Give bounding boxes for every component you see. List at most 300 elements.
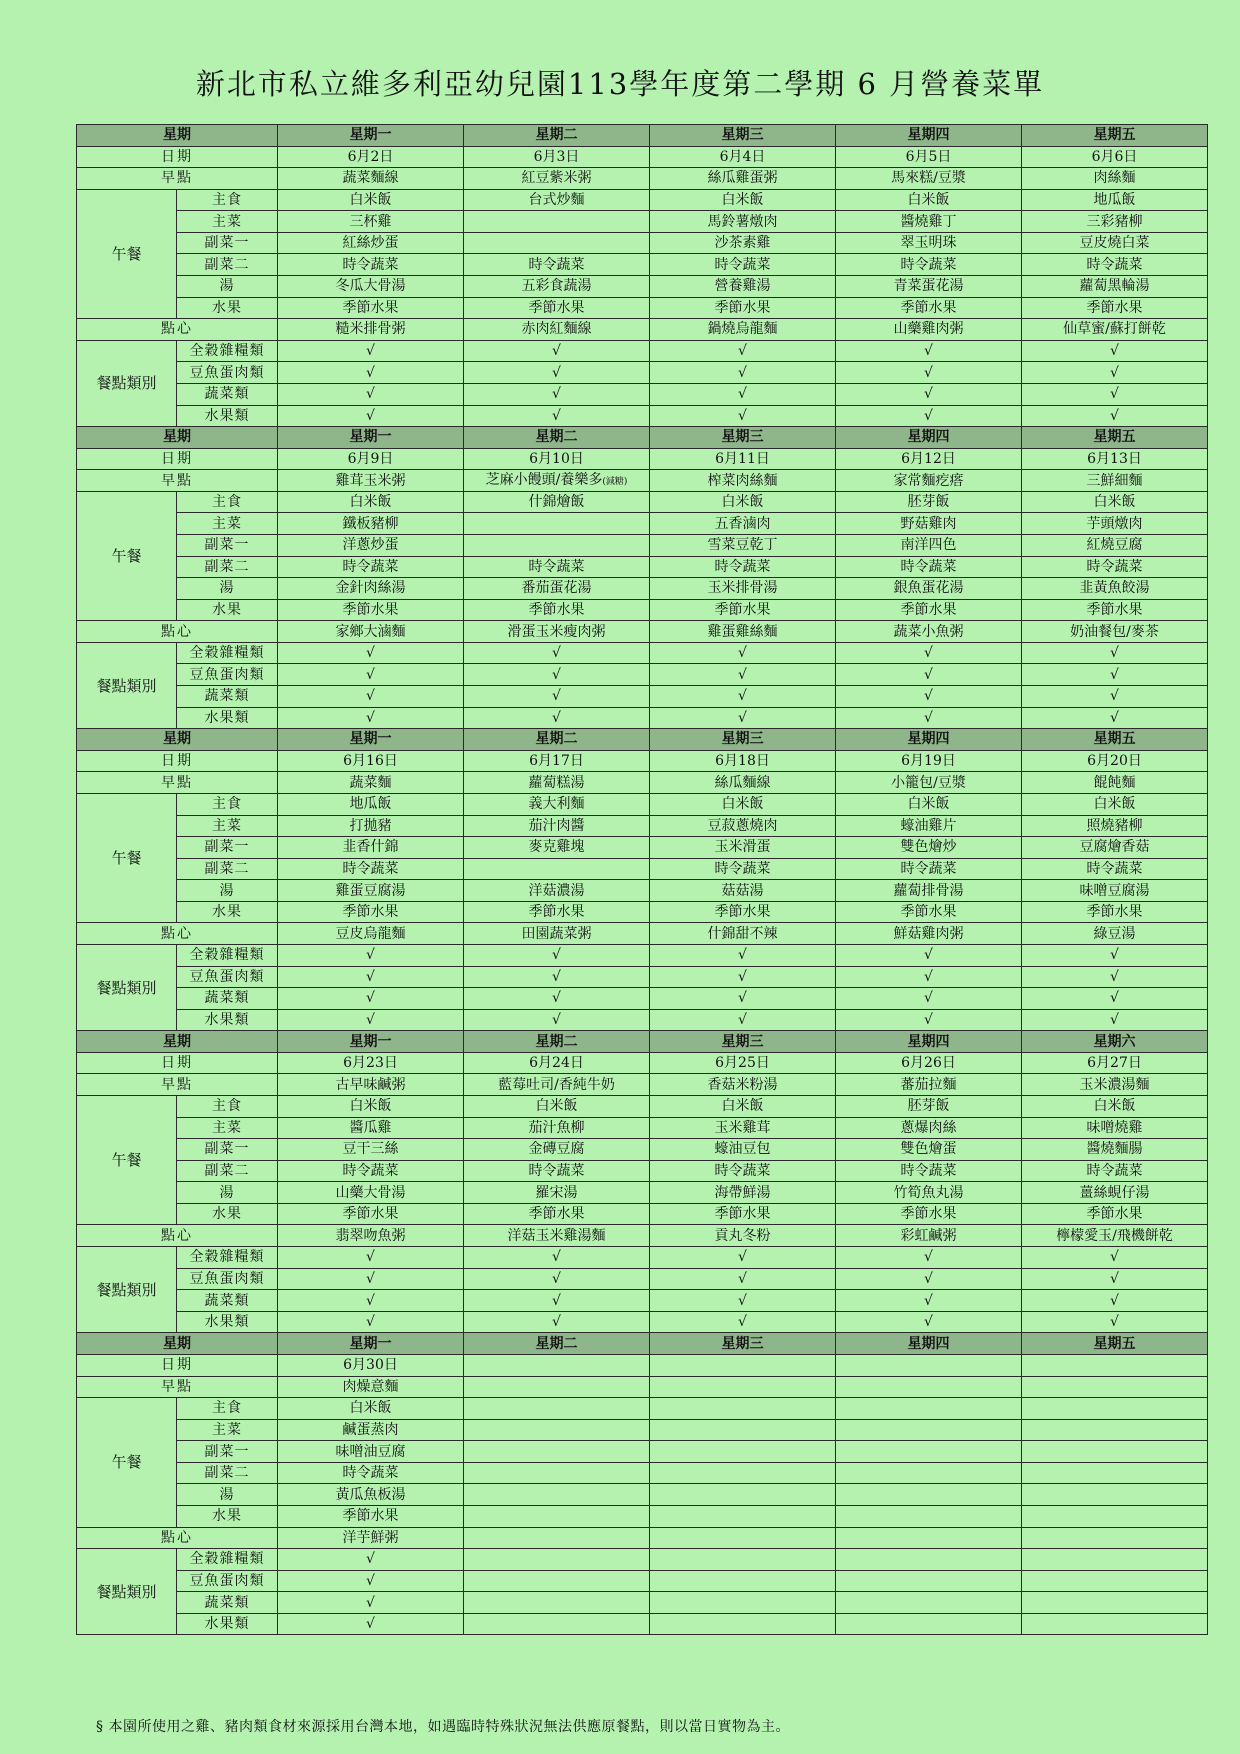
lunch-cell: 味噌燒雞 (1022, 1117, 1208, 1139)
category-row (77, 664, 1208, 686)
lunch-cell (650, 1398, 836, 1420)
lunch-cell: 南洋四色 (836, 534, 1022, 556)
lunch-cell: 時令蔬菜 (278, 858, 464, 880)
lunch-cell: 三彩豬柳 (1022, 211, 1208, 233)
breakfast-label: 早點 (77, 1074, 278, 1096)
category-check-cell (650, 1592, 836, 1614)
weekday-cell: 星期二 (464, 729, 650, 751)
lunch-cell: 季節水果 (650, 297, 836, 319)
lunch-cell: 雙色燴蛋 (836, 1139, 1022, 1161)
category-check-cell (836, 642, 1022, 664)
category-check-cell (1022, 966, 1208, 988)
check-mark-icon: √ (1110, 1270, 1119, 1287)
weekday-label: 星期 (77, 1031, 278, 1053)
weekday-cell: 星期一 (278, 125, 464, 147)
date-cell: 6月4日 (650, 146, 836, 168)
check-mark-icon: √ (366, 645, 375, 662)
breakfast-cell (464, 168, 650, 190)
date-cell: 6月25日 (650, 1052, 836, 1074)
category-check-cell (836, 1247, 1022, 1269)
check-mark-icon: √ (552, 1249, 561, 1266)
lunch-cell: 時令蔬菜 (650, 254, 836, 276)
lunch-cell: 醬燒麵腸 (1022, 1139, 1208, 1161)
lunch-cell (1022, 1441, 1208, 1463)
category-check-cell (278, 988, 464, 1010)
category-check-cell (836, 988, 1022, 1010)
category-check-cell (836, 362, 1022, 384)
lunch-cell (650, 1484, 836, 1506)
date-row (77, 448, 1208, 470)
lunch-item-label: 主菜 (177, 815, 278, 837)
category-check-cell (1022, 707, 1208, 729)
category-row (77, 944, 1208, 966)
lunch-cell: 白米飯 (650, 1096, 836, 1118)
lunch-item-label: 湯 (177, 276, 278, 298)
lunch-cell: 時令蔬菜 (464, 556, 650, 578)
lunch-cell: 五彩食蔬湯 (464, 276, 650, 298)
lunch-cell: 銀魚蛋花湯 (836, 578, 1022, 600)
lunch-cell: 醬瓜雞 (278, 1117, 464, 1139)
check-mark-icon: √ (924, 1249, 933, 1266)
lunch-cell: 味噌油豆腐 (278, 1441, 464, 1463)
lunch-cell: 青菜蛋花湯 (836, 276, 1022, 298)
breakfast-item: 餛飩麵 (1093, 774, 1136, 791)
lunch-cell: 黃瓜魚板湯 (278, 1484, 464, 1506)
lunch-cell: 翠玉明珠 (836, 232, 1022, 254)
lunch-cell: 時令蔬菜 (650, 1160, 836, 1182)
category-check-cell (1022, 664, 1208, 686)
snack-cell (1022, 1527, 1208, 1549)
check-mark-icon: √ (366, 709, 375, 726)
breakfast-cell (836, 772, 1022, 794)
lunch-cell: 胚芽飯 (836, 1096, 1022, 1118)
lunch-cell: 季節水果 (278, 599, 464, 621)
category-label: 餐點類別 (77, 340, 177, 426)
category-row (77, 686, 1208, 708)
breakfast-item: 三鮮細麵 (1086, 472, 1143, 489)
lunch-cell: 地瓜飯 (278, 793, 464, 815)
lunch-item-label: 水果 (177, 1203, 278, 1225)
check-mark-icon: √ (1110, 386, 1119, 403)
category-row (77, 362, 1208, 384)
category-check-cell (464, 707, 650, 729)
date-label: 日期 (77, 750, 278, 772)
category-check-cell (1022, 1549, 1208, 1571)
lunch-item-label: 主食 (177, 793, 278, 815)
breakfast-row (77, 168, 1208, 190)
category-check-cell (278, 383, 464, 405)
date-cell: 6月20日 (1022, 750, 1208, 772)
lunch-item-label: 副菜二 (177, 1462, 278, 1484)
lunch-item-label: 副菜一 (177, 232, 278, 254)
check-mark-icon: √ (924, 1270, 933, 1287)
category-check-cell (278, 1570, 464, 1592)
weekday-cell: 星期二 (464, 427, 650, 449)
category-check-cell (464, 686, 650, 708)
snack-cell: 田園蔬菜粥 (464, 923, 650, 945)
check-mark-icon: √ (1110, 968, 1119, 985)
lunch-item-label: 水果 (177, 599, 278, 621)
category-check-cell (1022, 944, 1208, 966)
check-mark-icon: √ (366, 1594, 375, 1611)
date-cell: 6月16日 (278, 750, 464, 772)
date-cell: 6月26日 (836, 1052, 1022, 1074)
snack-cell (464, 1527, 650, 1549)
check-mark-icon: √ (1110, 709, 1119, 726)
check-mark-icon: √ (1110, 343, 1119, 360)
lunch-cell: 野菇雞肉 (836, 513, 1022, 535)
category-item-label: 全穀雜糧類 (177, 340, 278, 362)
lunch-row (77, 211, 1208, 233)
lunch-cell: 羅宋湯 (464, 1182, 650, 1204)
check-mark-icon: √ (366, 990, 375, 1007)
check-mark-icon: √ (924, 407, 933, 424)
category-check-cell (1022, 1311, 1208, 1333)
breakfast-item: 絲瓜麵線 (714, 774, 771, 791)
lunch-cell: 白米飯 (278, 1096, 464, 1118)
check-mark-icon: √ (552, 386, 561, 403)
snack-cell: 檸檬愛玉/飛機餅乾 (1022, 1225, 1208, 1247)
breakfast-cell (278, 1074, 464, 1096)
category-check-cell (464, 340, 650, 362)
weekday-label: 星期 (77, 125, 278, 147)
check-mark-icon: √ (738, 688, 747, 705)
category-item-label: 豆魚蛋肉類 (177, 966, 278, 988)
snack-label: 點心 (77, 621, 278, 643)
check-mark-icon: √ (924, 947, 933, 964)
lunch-row (77, 901, 1208, 923)
lunch-cell: 打拋豬 (278, 815, 464, 837)
breakfast-item: 雞茸玉米粥 (335, 472, 406, 489)
check-mark-icon: √ (366, 1314, 375, 1331)
category-check-cell (836, 664, 1022, 686)
breakfast-cell (836, 1074, 1022, 1096)
category-check-cell (278, 664, 464, 686)
check-mark-icon: √ (1110, 645, 1119, 662)
lunch-row (77, 232, 1208, 254)
lunch-cell: 時令蔬菜 (836, 1160, 1022, 1182)
breakfast-cell (464, 772, 650, 794)
check-mark-icon: √ (366, 666, 375, 683)
breakfast-item: 藍莓吐司/香純牛奶 (498, 1076, 615, 1093)
check-mark-icon: √ (366, 688, 375, 705)
lunch-row (77, 276, 1208, 298)
lunch-cell: 薑絲蜆仔湯 (1022, 1182, 1208, 1204)
check-mark-icon: √ (924, 645, 933, 662)
lunch-item-label: 副菜二 (177, 556, 278, 578)
category-check-cell (464, 966, 650, 988)
lunch-item-label: 副菜一 (177, 1441, 278, 1463)
lunch-cell: 季節水果 (464, 1203, 650, 1225)
category-row (77, 340, 1208, 362)
snack-row (77, 1527, 1208, 1549)
lunch-row (77, 1203, 1208, 1225)
category-check-cell (278, 1311, 464, 1333)
lunch-item-label: 主菜 (177, 1117, 278, 1139)
lunch-row (77, 513, 1208, 535)
lunch-cell (464, 858, 650, 880)
lunch-cell: 季節水果 (278, 901, 464, 923)
lunch-label: 午餐 (77, 1398, 177, 1527)
category-item-label: 蔬菜類 (177, 1290, 278, 1312)
category-check-cell (464, 1247, 650, 1269)
lunch-cell (1022, 1506, 1208, 1528)
category-check-cell (836, 1268, 1022, 1290)
category-check-cell (836, 707, 1022, 729)
page-title: 新北市私立維多利亞幼兒園113學年度第二學期 6 月營養菜單 (195, 67, 1045, 101)
check-mark-icon: √ (552, 688, 561, 705)
check-mark-icon: √ (366, 1011, 375, 1028)
weekday-cell: 星期四 (836, 1333, 1022, 1355)
snack-cell: 洋芋鮮粥 (278, 1527, 464, 1549)
lunch-cell: 季節水果 (278, 297, 464, 319)
date-cell: 6月3日 (464, 146, 650, 168)
lunch-cell (464, 1484, 650, 1506)
check-mark-icon: √ (1110, 1292, 1119, 1309)
category-item-label: 水果類 (177, 1009, 278, 1031)
lunch-cell: 白米飯 (650, 189, 836, 211)
lunch-row (77, 1441, 1208, 1463)
lunch-cell: 冬瓜大骨湯 (278, 276, 464, 298)
lunch-cell (650, 1462, 836, 1484)
check-mark-icon: √ (366, 1270, 375, 1287)
category-check-cell (650, 966, 836, 988)
date-cell: 6月9日 (278, 448, 464, 470)
breakfast-cell (650, 168, 836, 190)
lunch-cell: 白米飯 (278, 491, 464, 513)
weekday-cell: 星期一 (278, 1031, 464, 1053)
category-check-cell (464, 1549, 650, 1571)
lunch-label: 午餐 (77, 793, 177, 922)
category-check-cell (836, 686, 1022, 708)
lunch-cell (1022, 1419, 1208, 1441)
breakfast-item: 芝麻小饅頭/養樂多 (485, 471, 603, 488)
check-mark-icon: √ (738, 666, 747, 683)
lunch-cell: 台式炒麵 (464, 189, 650, 211)
check-mark-icon: √ (1110, 1249, 1119, 1266)
breakfast-cell (464, 1376, 650, 1398)
lunch-row (77, 1484, 1208, 1506)
breakfast-cell (1022, 1376, 1208, 1398)
category-check-cell (650, 642, 836, 664)
category-check-cell (836, 1570, 1022, 1592)
breakfast-item: 蕃茄拉麵 (900, 1076, 957, 1093)
lunch-item-label: 主菜 (177, 513, 278, 535)
category-check-cell (1022, 686, 1208, 708)
date-label: 日期 (77, 1354, 278, 1376)
date-cell: 6月6日 (1022, 146, 1208, 168)
lunch-cell: 韭香什錦 (278, 837, 464, 859)
lunch-cell (836, 1484, 1022, 1506)
check-mark-icon: √ (738, 386, 747, 403)
category-check-cell (278, 1613, 464, 1635)
lunch-cell: 照燒豬柳 (1022, 815, 1208, 837)
lunch-cell: 季節水果 (836, 901, 1022, 923)
check-mark-icon: √ (738, 1249, 747, 1266)
category-row (77, 1268, 1208, 1290)
weekday-cell: 星期三 (650, 1031, 836, 1053)
lunch-item-label: 副菜二 (177, 254, 278, 276)
lunch-cell: 三杯雞 (278, 211, 464, 233)
lunch-cell: 白米飯 (1022, 1096, 1208, 1118)
check-mark-icon: √ (366, 947, 375, 964)
date-cell: 6月30日 (278, 1354, 464, 1376)
breakfast-cell (278, 168, 464, 190)
weekday-cell: 星期四 (836, 729, 1022, 751)
lunch-cell: 茄汁肉醬 (464, 815, 650, 837)
lunch-row (77, 1398, 1208, 1420)
date-row (77, 1354, 1208, 1376)
check-mark-icon: √ (924, 688, 933, 705)
weekday-cell: 星期三 (650, 729, 836, 751)
category-row (77, 1613, 1208, 1635)
lunch-cell: 季節水果 (836, 599, 1022, 621)
category-row (77, 642, 1208, 664)
category-check-cell (836, 1549, 1022, 1571)
breakfast-item: 榨菜肉絲麵 (707, 472, 778, 489)
weekday-cell: 星期三 (650, 427, 836, 449)
check-mark-icon: √ (366, 386, 375, 403)
lunch-cell (1022, 1462, 1208, 1484)
weekday-cell: 星期一 (278, 729, 464, 751)
weekday-cell: 星期五 (1022, 1333, 1208, 1355)
weekday-label: 星期 (77, 729, 278, 751)
lunch-cell (650, 1506, 836, 1528)
category-check-cell (278, 686, 464, 708)
date-row (77, 146, 1208, 168)
footnote: § 本園所使用之雞、豬肉類食材來源採用台灣本地，如遇臨時特殊狀況無法供應原餐點，則以當日實物為主。 (96, 1719, 790, 1735)
date-cell: 6月24日 (464, 1052, 650, 1074)
category-item-label: 豆魚蛋肉類 (177, 664, 278, 686)
snack-label: 點心 (77, 923, 278, 945)
snack-cell (650, 1527, 836, 1549)
lunch-cell: 鐵板豬柳 (278, 513, 464, 535)
breakfast-cell (836, 470, 1022, 492)
lunch-cell: 蘿蔔排骨湯 (836, 880, 1022, 902)
lunch-cell: 雞蛋豆腐湯 (278, 880, 464, 902)
weekday-cell: 星期四 (836, 1031, 1022, 1053)
lunch-cell (836, 1506, 1022, 1528)
category-check-cell (836, 405, 1022, 427)
check-mark-icon: √ (738, 990, 747, 1007)
lunch-row (77, 599, 1208, 621)
snack-cell: 糙米排骨粥 (278, 319, 464, 341)
check-mark-icon: √ (738, 407, 747, 424)
lunch-cell: 季節水果 (1022, 599, 1208, 621)
lunch-cell: 時令蔬菜 (836, 254, 1022, 276)
check-mark-icon: √ (1110, 666, 1119, 683)
lunch-cell: 季節水果 (464, 599, 650, 621)
date-label: 日期 (77, 146, 278, 168)
category-label: 餐點類別 (77, 944, 177, 1030)
lunch-cell: 白米飯 (836, 189, 1022, 211)
category-item-label: 水果類 (177, 707, 278, 729)
lunch-cell: 季節水果 (278, 1506, 464, 1528)
check-mark-icon: √ (552, 407, 561, 424)
breakfast-cell (650, 470, 836, 492)
category-check-cell (836, 340, 1022, 362)
lunch-row (77, 793, 1208, 815)
lunch-cell: 蠔油雞片 (836, 815, 1022, 837)
snack-cell: 貢丸冬粉 (650, 1225, 836, 1247)
check-mark-icon: √ (738, 1314, 747, 1331)
lunch-item-label: 水果 (177, 1506, 278, 1528)
snack-cell: 家鄉大滷麵 (278, 621, 464, 643)
snack-cell: 仙草蜜/蘇打餅乾 (1022, 319, 1208, 341)
date-cell: 6月18日 (650, 750, 836, 772)
snack-cell: 蔬菜小魚粥 (836, 621, 1022, 643)
weekday-label: 星期 (77, 1333, 278, 1355)
date-cell (650, 1354, 836, 1376)
snack-row (77, 621, 1208, 643)
lunch-item-label: 水果 (177, 297, 278, 319)
lunch-cell: 海帶鮮湯 (650, 1182, 836, 1204)
lunch-cell: 五香滷肉 (650, 513, 836, 535)
category-check-cell (1022, 988, 1208, 1010)
lunch-label: 午餐 (77, 1096, 177, 1225)
lunch-cell: 季節水果 (650, 599, 836, 621)
category-check-cell (464, 1592, 650, 1614)
lunch-cell: 豆干三絲 (278, 1139, 464, 1161)
lunch-cell: 白米飯 (650, 793, 836, 815)
category-check-cell (464, 1613, 650, 1635)
lunch-cell: 沙茶素雞 (650, 232, 836, 254)
snack-cell (836, 1527, 1022, 1549)
lunch-cell: 時令蔬菜 (650, 556, 836, 578)
lunch-cell (464, 1398, 650, 1420)
category-check-cell (836, 1290, 1022, 1312)
snack-cell: 洋菇玉米雞湯麵 (464, 1225, 650, 1247)
lunch-row (77, 1160, 1208, 1182)
check-mark-icon: √ (924, 386, 933, 403)
weekday-cell: 星期五 (1022, 729, 1208, 751)
category-item-label: 全穀雜糧類 (177, 642, 278, 664)
category-row (77, 1290, 1208, 1312)
category-row (77, 1311, 1208, 1333)
lunch-item-label: 主食 (177, 491, 278, 513)
category-check-cell (464, 642, 650, 664)
category-check-cell (650, 1570, 836, 1592)
breakfast-item: 玉米濃湯麵 (1079, 1076, 1150, 1093)
weekday-cell: 星期六 (1022, 1031, 1208, 1053)
check-mark-icon: √ (738, 645, 747, 662)
date-cell: 6月10日 (464, 448, 650, 470)
snack-cell: 奶油餐包/麥茶 (1022, 621, 1208, 643)
date-row (77, 1052, 1208, 1074)
check-mark-icon: √ (924, 1314, 933, 1331)
lunch-row (77, 297, 1208, 319)
lunch-cell (464, 1506, 650, 1528)
weekday-cell: 星期二 (464, 125, 650, 147)
category-check-cell (1022, 1247, 1208, 1269)
lunch-row (77, 189, 1208, 211)
category-check-cell (278, 362, 464, 384)
lunch-item-label: 主菜 (177, 1419, 278, 1441)
lunch-cell: 雪菜豆乾丁 (650, 534, 836, 556)
check-mark-icon: √ (738, 343, 747, 360)
category-check-cell (650, 1290, 836, 1312)
category-check-cell (278, 1009, 464, 1031)
category-check-cell (278, 1592, 464, 1614)
category-check-cell (650, 383, 836, 405)
breakfast-cell (836, 168, 1022, 190)
lunch-cell (650, 1441, 836, 1463)
breakfast-label: 早點 (77, 772, 278, 794)
snack-cell: 山藥雞肉粥 (836, 319, 1022, 341)
lunch-cell: 玉米排骨湯 (650, 578, 836, 600)
lunch-cell: 時令蔬菜 (278, 1160, 464, 1182)
breakfast-item: 小籠包/豆漿 (891, 774, 966, 791)
